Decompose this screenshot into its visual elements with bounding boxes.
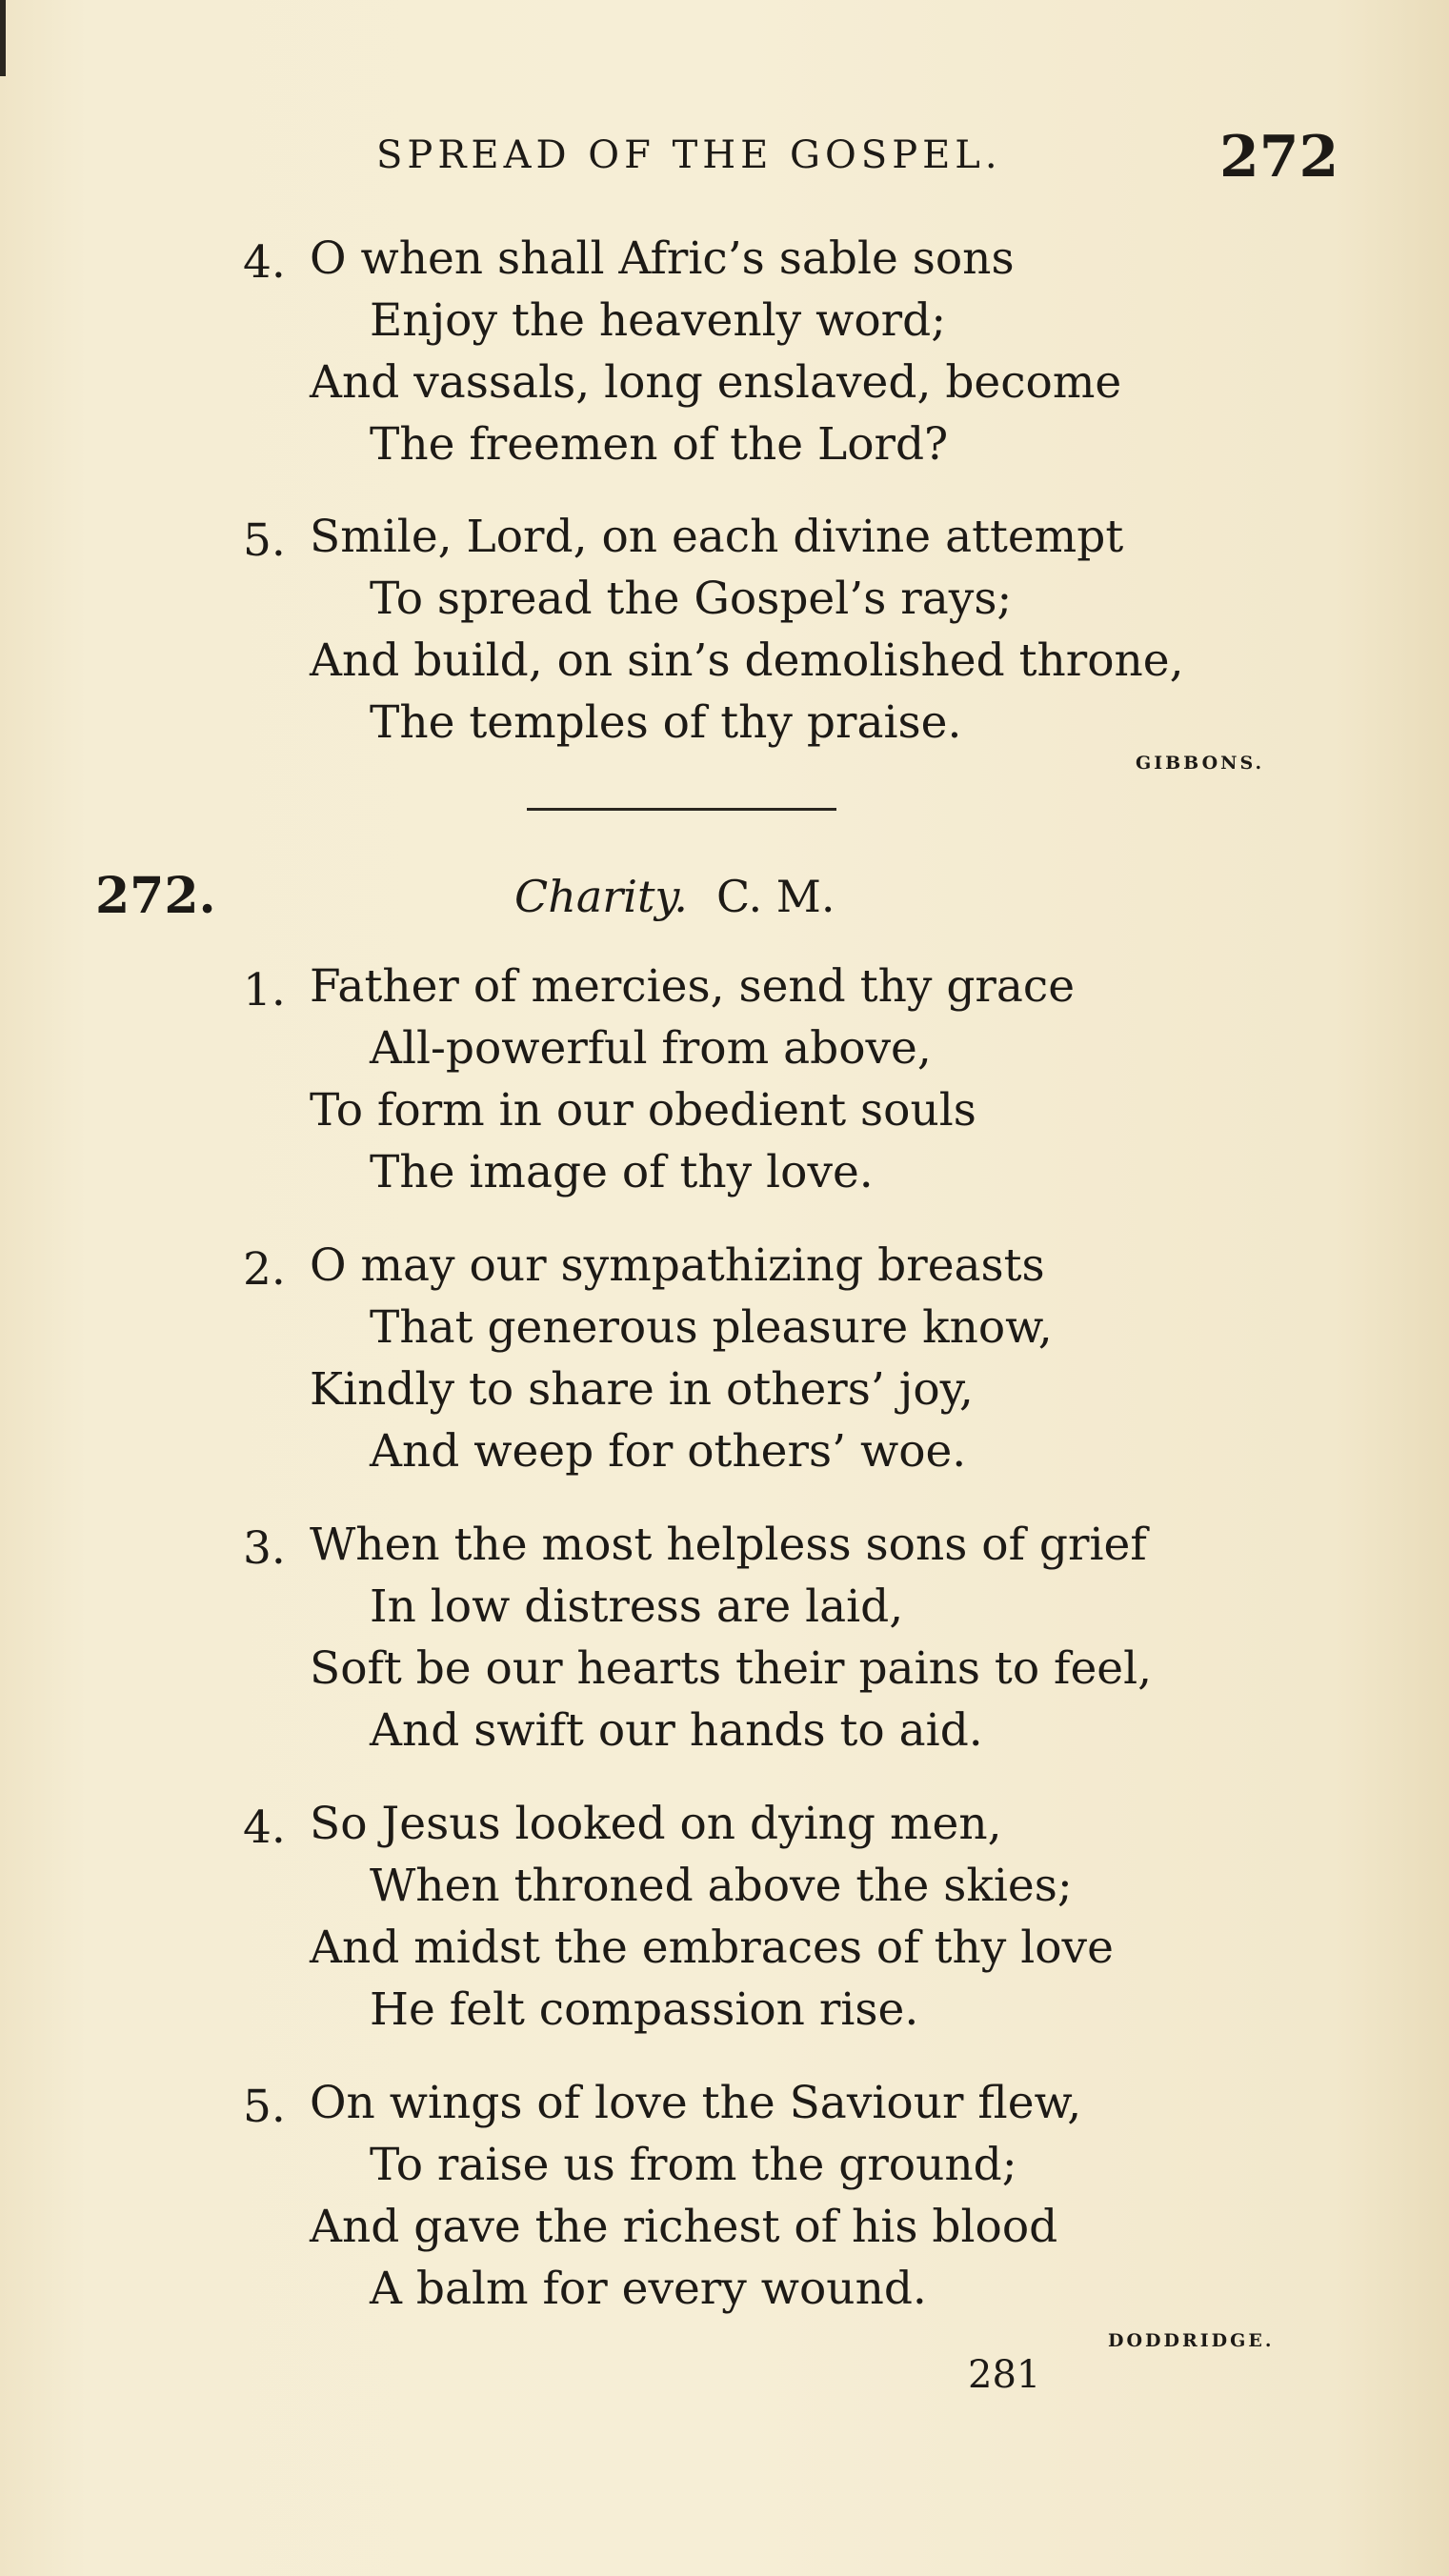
stanza-number: 4. xyxy=(243,1801,286,1854)
stanza-line: Enjoy the heavenly word; xyxy=(370,294,947,347)
stanza-line: The freemen of the Lord? xyxy=(370,418,949,471)
stanza-number: 1. xyxy=(243,964,286,1016)
stanza-line: The image of thy love. xyxy=(370,1146,874,1198)
stanza-number: 2. xyxy=(243,1243,286,1296)
stanza-line: O may our sympathizing breasts xyxy=(310,1239,1045,1292)
stanza-number: 5. xyxy=(243,514,286,567)
stanza-number: 4. xyxy=(243,236,286,289)
page-edge xyxy=(0,0,6,76)
stanza-line: When throned above the skies; xyxy=(370,1860,1073,1912)
stanza-line: And gave the richest of his blood xyxy=(310,2201,1058,2253)
stanza-line: He felt compassion rise. xyxy=(370,1983,919,2036)
stanza-line: And build, on sin’s demolished throne, xyxy=(310,634,1184,687)
stanza-line: And vassals, long enslaved, become xyxy=(310,356,1122,409)
hymn-title: Charity. xyxy=(514,871,688,922)
stanza-line: Kindly to share in others’ joy, xyxy=(310,1363,974,1416)
stanza-line: Smile, Lord, on each divine attempt xyxy=(310,511,1124,563)
footer-page-number: 281 xyxy=(968,2353,1041,2397)
stanza-line: To form in our obedient souls xyxy=(310,1084,976,1137)
section-divider xyxy=(527,808,836,811)
stanza-line: Soft be our hearts their pains to feel, xyxy=(310,1642,1153,1695)
stanza-line: When the most helpless sons of grief xyxy=(310,1519,1147,1571)
hymn-meter: C. M. xyxy=(716,871,835,922)
stanza-line: All-powerful from above, xyxy=(370,1022,932,1075)
stanza-line: In low distress are laid, xyxy=(370,1580,904,1633)
stanza-number: 3. xyxy=(243,1522,286,1575)
author-credit: GIBBONS. xyxy=(1136,753,1265,774)
stanza-line: Father of mercies, send thy grace xyxy=(310,960,1076,1013)
stanza-line: O when shall Afric’s sable sons xyxy=(310,232,1015,285)
stanza-line: To raise us from the ground; xyxy=(370,2139,1017,2191)
stanza-line: And swift our hands to aid. xyxy=(370,1704,983,1757)
hymn-number: 272. xyxy=(95,867,216,925)
author-credit: DODDRIDGE. xyxy=(1108,2330,1275,2351)
stanza-line: And midst the embraces of thy love xyxy=(310,1922,1114,1974)
stanza-line: So Jesus looked on dying men, xyxy=(310,1798,1002,1850)
stanza-number: 5. xyxy=(243,2081,286,2133)
running-title: SPREAD OF THE GOSPEL. xyxy=(376,133,1002,177)
stanza-line: And weep for others’ woe. xyxy=(370,1425,967,1478)
stanza-line: The temples of thy praise. xyxy=(370,696,962,749)
stanza-line: On wings of love the Saviour flew, xyxy=(310,2077,1082,2129)
stanza-line: That generous pleasure know, xyxy=(370,1301,1053,1354)
header-page-number: 272 xyxy=(1219,124,1339,191)
hymn-heading xyxy=(0,867,1449,924)
page-header xyxy=(0,124,1449,200)
stanza-line: To spread the Gospel’s rays; xyxy=(370,573,1013,625)
stanza-line: A balm for every wound. xyxy=(370,2263,927,2315)
